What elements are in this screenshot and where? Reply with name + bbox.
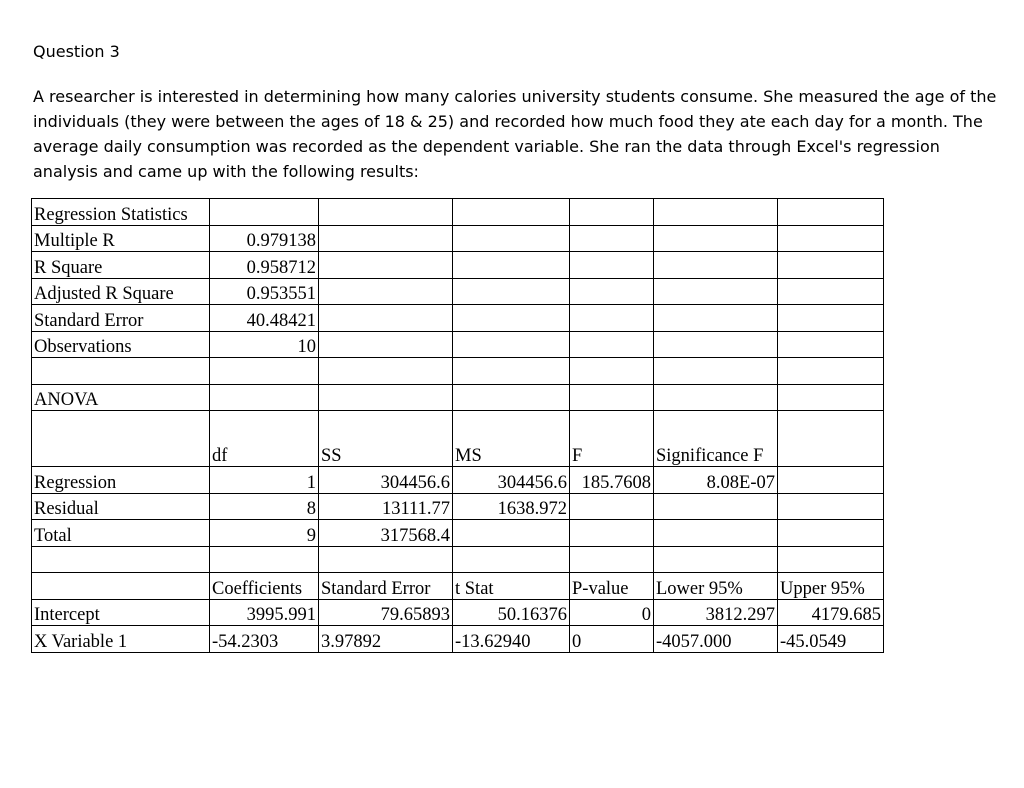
table-row xyxy=(32,573,884,600)
table-row xyxy=(32,358,884,385)
total-label: Total xyxy=(32,520,210,547)
question-text: A researcher is interested in determining how many calories university students consume. She measured the age of the individuals (they were between the ages of 18 & 25) and recorded how much food they ate each day for a month. The average daily consumption was recorded as the dependent variable. She ran the data through Excel's regression analysis and came up with the following results: xyxy=(33,87,997,181)
x-variable-1-p-value: 0 xyxy=(570,626,654,653)
regression-f: 185.7608 xyxy=(570,467,654,494)
table-row xyxy=(32,384,884,411)
table-row xyxy=(32,252,884,279)
observations-value: 10 xyxy=(210,331,319,358)
coef-col-lower-95: Lower 95% xyxy=(654,573,778,600)
coef-col-upper-95: Upper 95% xyxy=(778,573,884,600)
adjusted-r-square-label: Adjusted R Square xyxy=(32,278,210,305)
regression-output-table xyxy=(31,198,884,653)
intercept-label: Intercept xyxy=(32,599,210,626)
table-row xyxy=(32,305,884,332)
adjusted-r-square-value: 0.953551 xyxy=(210,278,319,305)
intercept-p-value: 0 xyxy=(570,599,654,626)
intercept-lower-95: 3812.297 xyxy=(654,599,778,626)
regression-ms: 304456.6 xyxy=(453,467,570,494)
table-row xyxy=(32,626,884,653)
anova-col-ms: MS xyxy=(453,411,570,467)
anova-col-f: F xyxy=(570,411,654,467)
x-variable-1-standard-error: 3.97892 xyxy=(319,626,453,653)
intercept-upper-95: 4179.685 xyxy=(778,599,884,626)
coef-col-coefficients: Coefficients xyxy=(210,573,319,600)
standard-error-value: 40.48421 xyxy=(210,305,319,332)
anova-header: ANOVA xyxy=(32,384,210,411)
regression-statistics-header: Regression Statistics xyxy=(32,199,210,226)
intercept-coefficient: 3995.991 xyxy=(210,599,319,626)
table-row xyxy=(32,331,884,358)
anova-col-significance-f: Significance F xyxy=(654,411,778,467)
x-variable-1-coefficient: -54.2303 xyxy=(210,626,319,653)
x-variable-1-lower-95: -4057.000 xyxy=(654,626,778,653)
regression-label: Regression xyxy=(32,467,210,494)
regression-df: 1 xyxy=(210,467,319,494)
table-row xyxy=(32,467,884,494)
residual-ms: 1638.972 xyxy=(453,493,570,520)
table-row xyxy=(32,520,884,547)
x-variable-1-label: X Variable 1 xyxy=(32,626,210,653)
anova-col-df: df xyxy=(210,411,319,467)
coef-col-t-stat: t Stat xyxy=(453,573,570,600)
table-row xyxy=(32,599,884,626)
multiple-r-label: Multiple R xyxy=(32,225,210,252)
table-row xyxy=(32,199,884,226)
x-variable-1-upper-95: -45.0549 xyxy=(778,626,884,653)
intercept-standard-error: 79.65893 xyxy=(319,599,453,626)
table-row xyxy=(32,225,884,252)
total-ss: 317568.4 xyxy=(319,520,453,547)
table-row xyxy=(32,278,884,305)
total-df: 9 xyxy=(210,520,319,547)
question-title: Question 3 xyxy=(33,42,120,61)
r-square-label: R Square xyxy=(32,252,210,279)
regression-significance-f: 8.08E-07 xyxy=(654,467,778,494)
standard-error-label: Standard Error xyxy=(32,305,210,332)
residual-label: Residual xyxy=(32,493,210,520)
intercept-t-stat: 50.16376 xyxy=(453,599,570,626)
table-row xyxy=(32,411,884,467)
residual-df: 8 xyxy=(210,493,319,520)
table-row xyxy=(32,546,884,573)
coef-col-p-value: P-value xyxy=(570,573,654,600)
residual-ss: 13111.77 xyxy=(319,493,453,520)
observations-label: Observations xyxy=(32,331,210,358)
anova-col-ss: SS xyxy=(319,411,453,467)
r-square-value: 0.958712 xyxy=(210,252,319,279)
multiple-r-value: 0.979138 xyxy=(210,225,319,252)
table-row xyxy=(32,493,884,520)
regression-ss: 304456.6 xyxy=(319,467,453,494)
x-variable-1-t-stat: -13.62940 xyxy=(453,626,570,653)
coef-col-standard-error: Standard Error xyxy=(319,573,453,600)
